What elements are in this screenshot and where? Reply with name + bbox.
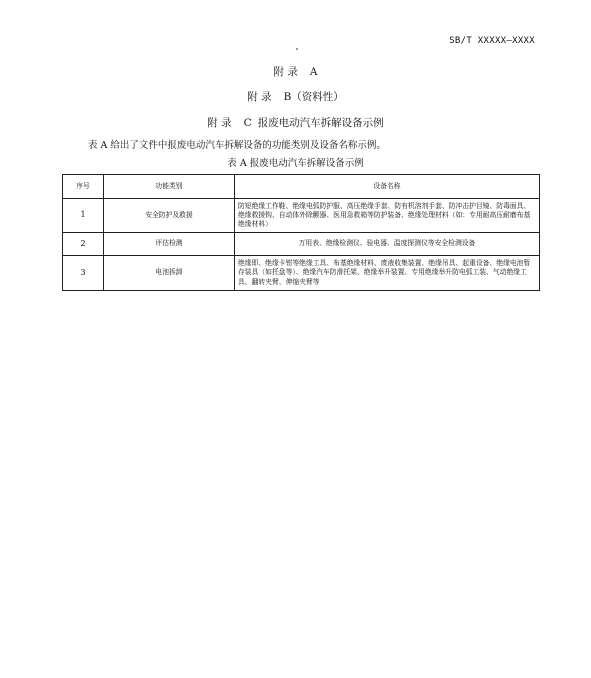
- appendix-c-label: 附 录: [207, 117, 232, 129]
- equipment-table: [62, 174, 540, 291]
- row-category: 安全防护及救援: [104, 199, 235, 233]
- table-caption: 表 A 报废电动汽车拆解设备示例: [227, 158, 364, 169]
- table-row: [63, 256, 540, 291]
- appendix-b-label: 附 录: [247, 91, 272, 103]
- header-no: 序号: [63, 175, 104, 199]
- row-number: 1: [63, 199, 104, 233]
- standard-code: SB/T XXXXX—XXXX: [449, 36, 535, 46]
- appendix-b-letter: B: [283, 91, 292, 103]
- row-number: 3: [63, 256, 104, 291]
- appendix-a-heading: [0, 64, 591, 79]
- appendix-c-letter: C: [243, 117, 252, 129]
- intro-paragraph: 表 A 给出了文件中报废电动汽车拆解设备的功能类别及设备名称示例。: [88, 140, 386, 151]
- appendix-b-note: （资料性）: [291, 91, 344, 103]
- row-category: 评估检测: [104, 233, 235, 256]
- row-category: 电池拆卸: [104, 256, 235, 291]
- page-speck: [296, 48, 298, 50]
- table-row: [63, 233, 540, 256]
- appendix-c-title: 报废电动汽车拆解设备示例: [257, 117, 384, 129]
- row-equipment-names: 万用表、绝缘检测仪、验电器、温度探测仪等安全检测设备: [235, 233, 540, 256]
- row-number: 2: [63, 233, 104, 256]
- appendix-a-letter: A: [309, 66, 318, 78]
- table-header-row: [63, 175, 540, 199]
- appendix-b-heading: [0, 89, 591, 104]
- header-names: 设备名称: [235, 175, 540, 199]
- row-equipment-names: 防短绝缘工作鞋、绝缘电弧防护服、高压绝缘手套、防有机溶剂手套、防冲击护目镜、防毒面具、绝缘救援钩、自动体外除颤器、医用急救箱等防护装备、绝缘处理材料（如：专用耐高压耐磨布基绝缘材料）: [235, 199, 540, 233]
- appendix-a-label: 附 录: [273, 66, 298, 78]
- appendix-c-heading: [0, 115, 591, 130]
- table-row: [63, 199, 540, 233]
- header-category: 功能类别: [104, 175, 235, 199]
- row-equipment-names: 绝缘即、绝缘卡钳等绝缘工具、布基绝缘材料、废液收集装置、绝缘吊具、起重设备、绝缘电池暂存装具（如托盘等）、绝缘汽车防滑托架、绝缘举升装置、专用绝缘举升防电弧工装、气动绝缘工具、翻转夹臂、伸缩夹臂等: [235, 256, 540, 291]
